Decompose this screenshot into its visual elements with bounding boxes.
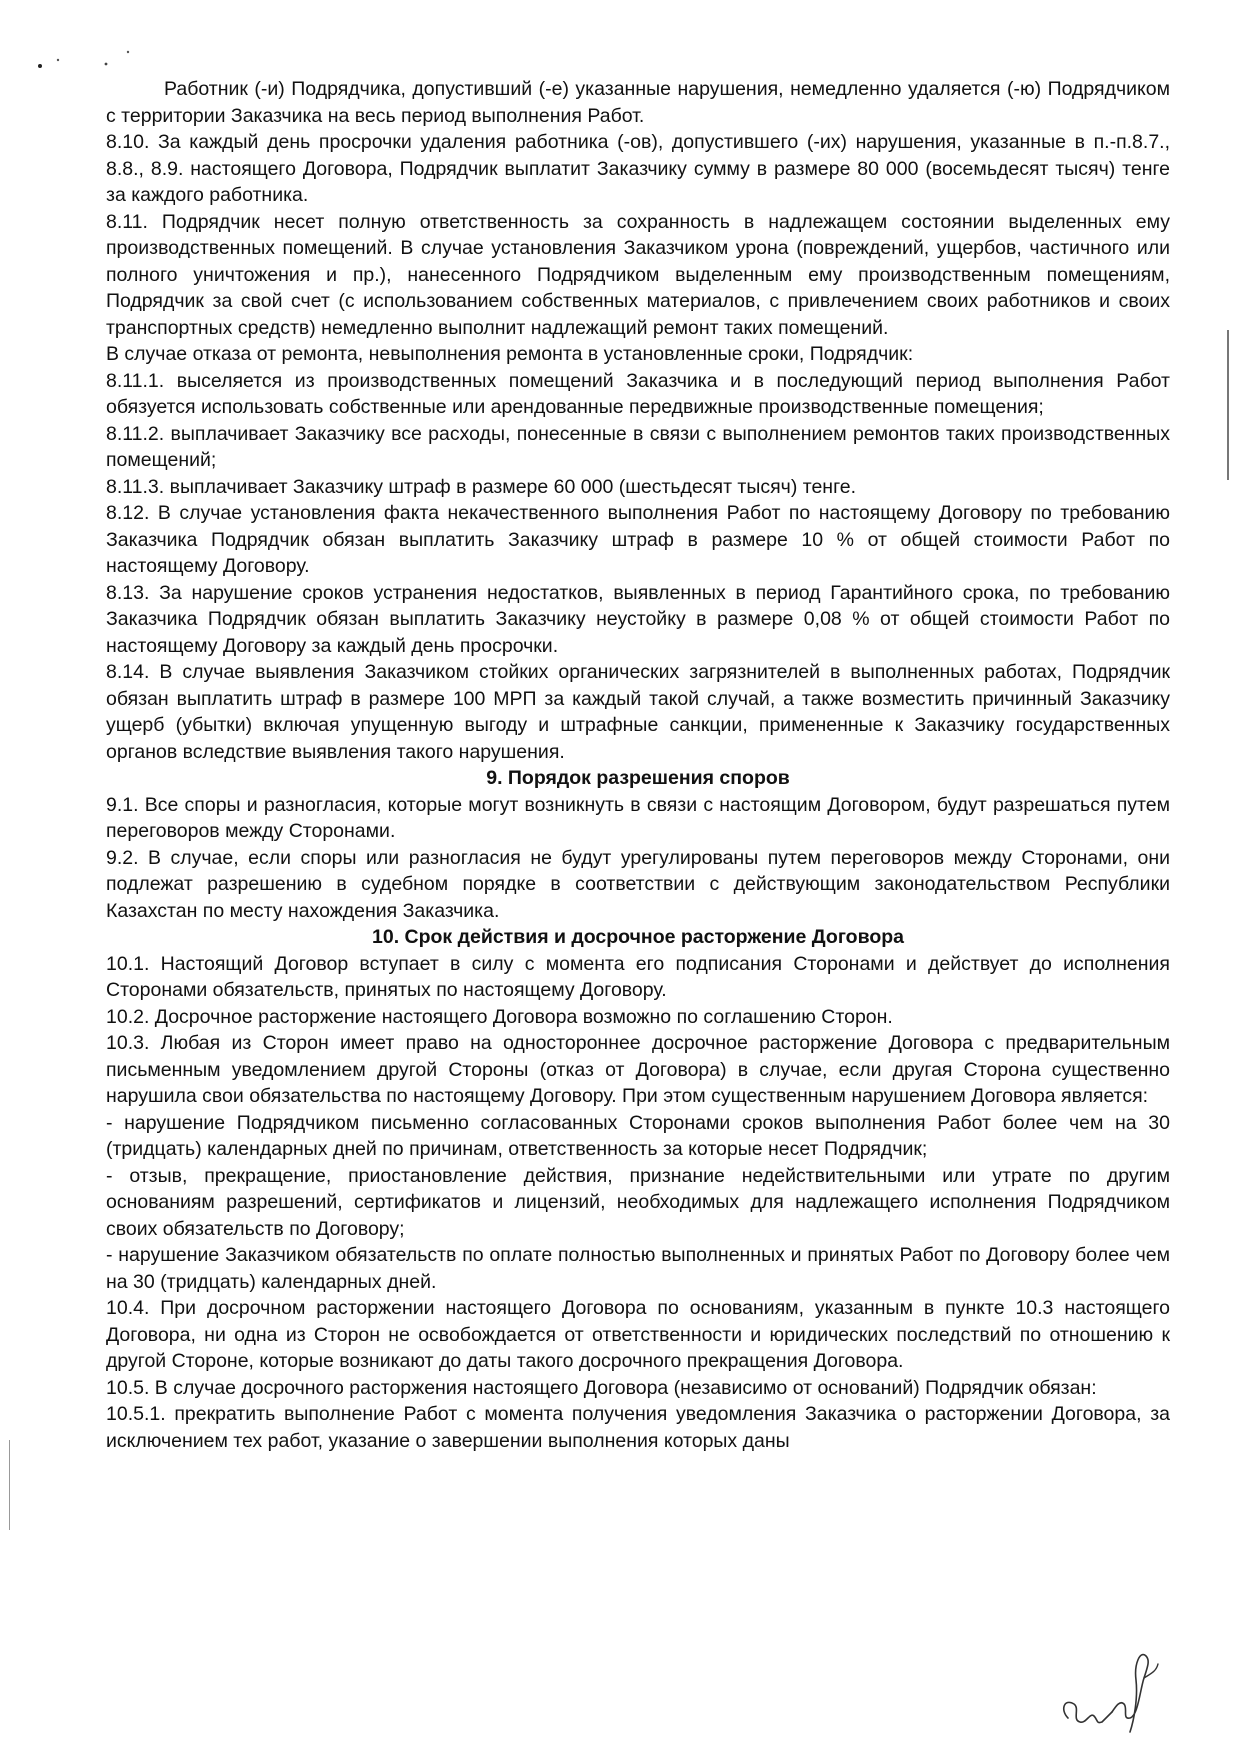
paragraph: 10.5. В случае досрочного расторжения настоящего Договора (независимо от оснований) Подрядчик обязан:: [106, 1376, 1097, 1399]
paragraph: 9.2. В случае, если споры или разногласия не будут урегулированы путем переговоров между Сторонами, они подлежат разрешению в судебном порядке в соответствии с действующим законодательством Республики Казахстан по месту нахождения Заказчика.: [106, 846, 1170, 922]
paragraph: 10.2. Досрочное расторжение настоящего Договора возможно по соглашению Сторон.: [106, 1005, 893, 1028]
paragraph: 10.4. При досрочном расторжении настоящего Договора по основаниям, указанным в пункте 10.3 настоящего Договора, ни одна из Сторон не освобождается от ответственности и юридических последствий по отношению к другой Стороне, которые возникают до даты такого досрочного прекращения Договора.: [106, 1297, 1170, 1372]
paragraph: 8.12. В случае установления факта некачественного выполнения Работ по настоящему Договору по требованию Заказчика Подрядчик обязан выплатить Заказчику штраф в размере 10 % от общей стоимости Работ по настоящему Договору.: [106, 502, 1170, 577]
scan-edge-mark: [1226, 330, 1232, 480]
scan-left-edge-mark: [8, 1440, 12, 1530]
paragraph: 8.11.2. выплачивает Заказчику все расходы, понесенные в связи с выполнением ремонтов таких производственных помещений;: [106, 422, 1170, 471]
section-heading: 9. Порядок разрешения споров: [486, 767, 790, 789]
scan-speckles: [36, 44, 146, 74]
paragraph: 8.14. В случае выявления Заказчиком стойких органических загрязнителей в выполненных работах, Подрядчик обязан выплатить штраф в размере 100 МРП за каждый такой случай, а также возместить причинный Заказчику ущерб (убытки) включая упущенную выгоду и штрафные санкции, примененные к Заказчику государственных органов вследствие выявления такого нарушения.: [106, 661, 1170, 763]
paragraph: 8.11. Подрядчик несет полную ответственность за сохранность в надлежащем состоянии выделенных ему производственных помещений. В случае установления Заказчиком урона (повреждений, ущербов, частичного или полного уничтожения и пр.), нанесенного Подрядчиком выделенным ему производственным помещениям, Подрядчик за свой счет (с использованием собственных материалов, с привлечением своих работников и своих транспортных средств) немедленно выполнит надлежащий ремонт таких помещений.: [106, 210, 1170, 339]
paragraph: - нарушение Подрядчиком письменно согласованных Сторонами сроков выполнения Работ более чем на 30 (тридцать) календарных дней по причинам, ответственность за которые несет Подрядчик;: [106, 1111, 1170, 1160]
paragraph: 8.11.1. выселяется из производственных помещений Заказчика и в последующий период выполнения Работ обязуется использовать собственные или арендованные передвижные производственные помещения;: [106, 369, 1170, 418]
paragraph: 9.1. Все споры и разногласия, которые могут возникнуть в связи с настоящим Договором, будут разрешаться путем переговоров между Сторонами.: [106, 793, 1170, 842]
paragraph: 8.10. За каждый день просрочки удаления работника (-ов), допустившего (-их) нарушения, указанные в п.-п.8.7., 8.8., 8.9. настоящего Договора, Подрядчик выплатит Заказчику сумму в размере 80 000 (восемьдесят тысяч) тенге за каждого работника.: [106, 131, 1170, 206]
paragraph: 10.3. Любая из Сторон имеет право на одностороннее досрочное расторжение Договора с предварительным письменным уведомлением другой Стороны (отказ от Договора) в случае, если другая Сторона существенно нарушила свои обязательства по настоящему Договору. При этом существенным нарушением Договора является:: [106, 1032, 1170, 1107]
document-body: [106, 76, 1170, 1454]
paragraph: 10.1. Настоящий Договор вступает в силу с момента его подписания Сторонами и действует до исполнения Сторонами обязательств, принятых по настоящему Договору.: [106, 952, 1170, 1001]
paragraph: 8.13. За нарушение сроков устранения недостатков, выявленных в период Гарантийного срока, по требованию Заказчика Подрядчик обязан выплатить Заказчику неустойку в размере 0,08 % от общей стоимости Работ по настоящему Договору за каждый день просрочки.: [106, 581, 1170, 657]
paragraph: - отзыв, прекращение, приостановление действия, признание недействительными или утрате по другим основаниям разрешений, сертификатов и лицензий, необходимых для надлежащего исполнения Подрядчиком своих обязательств по Договору;: [106, 1164, 1170, 1240]
handwritten-signature: [1050, 1620, 1180, 1740]
paragraph: Работник (-и) Подрядчика, допустивший (-е) указанные нарушения, немедленно удаляется (-ю) Подрядчиком с территории Заказчика на весь период выполнения Работ.: [106, 78, 1170, 127]
paragraph: - нарушение Заказчиком обязательств по оплате полностью выполненных и принятых Работ по Договору более чем на 30 (тридцать) календарных дней.: [106, 1244, 1170, 1293]
paragraph: В случае отказа от ремонта, невыполнения ремонта в установленные сроки, Подрядчик:: [106, 343, 914, 365]
section-heading: 10. Срок действия и досрочное расторжение Договора: [372, 926, 904, 948]
paragraph: 10.5.1. прекратить выполнение Работ с момента получения уведомления Заказчика о расторжении Договора, за исключением тех работ, указание о завершении выполнения которых даны: [106, 1403, 1170, 1452]
paragraph: 8.11.3. выплачивает Заказчику штраф в размере 60 000 (шестьдесят тысяч) тенге.: [106, 475, 857, 498]
